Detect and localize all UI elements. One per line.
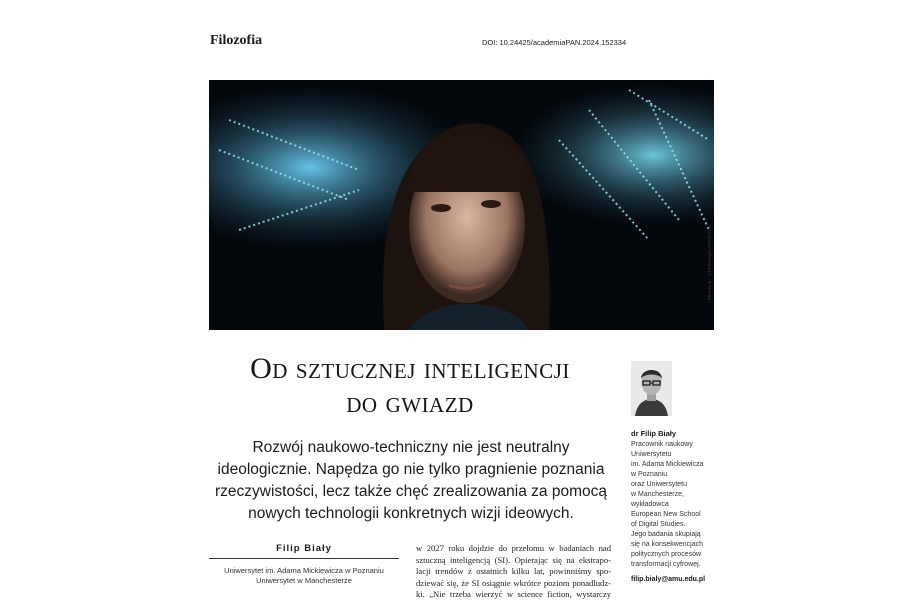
body-line: sztuczną inteligencją (SI). Opierając się na ekstrapo-	[416, 554, 611, 565]
affiliation-line: Uniwersytet im. Adama Mickiewicza w Poznaniu	[224, 566, 384, 575]
author-name: dr Filip Biały	[631, 429, 677, 438]
title-line: Od sztucznej inteligencji	[250, 352, 570, 385]
body-line: dziewać się, że SI osiągnie wkrótce poziom ponadludz-	[416, 577, 611, 588]
bio-line: transformacji cyfrowej.	[631, 561, 701, 568]
doi-text: DOI: 10.24425/academiaPAN.2024.152334	[482, 38, 627, 47]
affiliation-line: Uniwersytet w Manchesterze	[256, 576, 352, 585]
byline: Filip Biały	[276, 543, 332, 554]
bio-line: politycznych procesów	[631, 551, 702, 558]
affiliation	[209, 566, 399, 586]
hero-photo	[209, 80, 714, 330]
bio-line: of Digital Studies.	[631, 521, 686, 528]
bio-line: w Manchesterze,	[631, 491, 684, 498]
title-line: do gwiazd	[346, 386, 474, 419]
body-line: lacji trendów z ostatnich kilku lat, powinniśmy spo-	[416, 566, 611, 576]
body-line: w 2027 roku dojdzie do przełomu w badaniach nad	[416, 543, 611, 553]
bio-line: oraz Uniwersytetu	[631, 481, 688, 488]
article-title	[205, 352, 615, 420]
bio-line: się na konsekwencjach	[631, 541, 703, 548]
section-label: Filozofia	[210, 33, 263, 48]
bio-line: Pracownik naukowy	[631, 441, 693, 448]
article-lead: Rozwój naukowo-techniczny nie jest neutralny ideologicznie. Napędza go nie tylko pragnienie poznania rzeczywistości, lecz także chęć zrealizowania za pomocą nowych technologii konkretnych wizji ideowych.	[215, 439, 607, 522]
bio-line: wykładowca	[631, 501, 669, 508]
author-bio	[631, 440, 726, 570]
author-photo	[631, 361, 672, 416]
bio-line: w Poznaniu	[631, 471, 668, 478]
bio-line: European New School	[631, 511, 701, 518]
author-email-link[interactable]: filip.bialy@amu.edu.pl	[631, 576, 706, 583]
body-line: ki. „Nie trzeba wierzyć w science fiction, wystarczy	[416, 589, 611, 599]
byline-divider	[209, 558, 399, 559]
bio-line: Jego badania skupiają	[631, 531, 701, 538]
bio-line: Uniwersytetu	[631, 451, 672, 458]
body-text	[416, 543, 611, 601]
photo-credit: PEXELS · UFFRIENDLYPHOTOG	[707, 223, 712, 300]
bio-line: im. Adama Mickiewicza	[631, 461, 704, 468]
